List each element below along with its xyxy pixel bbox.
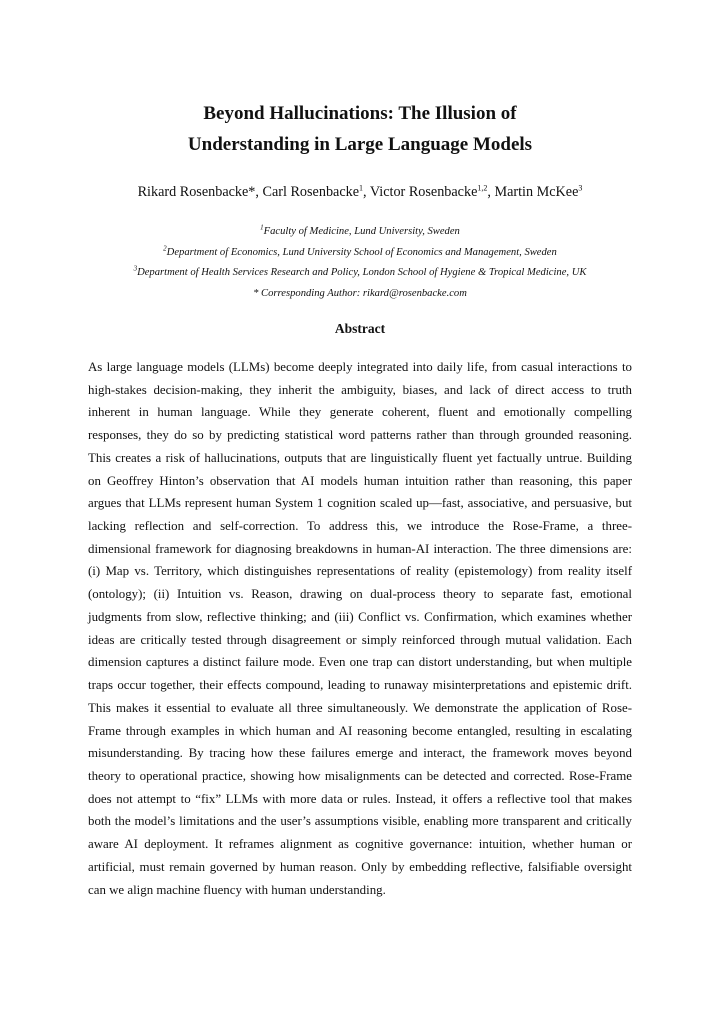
author-separator: , xyxy=(487,184,495,200)
title-line: Beyond Hallucinations: The Illusion of xyxy=(203,103,517,124)
corresponding-author: * Corresponding Author: rikard@rosenbacke.com xyxy=(253,288,467,300)
abstract-heading: Abstract xyxy=(334,321,386,336)
abstract-line: judgments from slow, reflective thinking; and (iii) Conflict vs. Confirmation, which examines whether xyxy=(88,609,632,624)
abstract-line: misunderstanding. By tracing how these failures emerge and interact, the framework moves beyond xyxy=(88,746,632,761)
abstract-body xyxy=(88,356,632,901)
author-affiliation-mark: 3 xyxy=(578,183,583,193)
affiliation-mark: 2 xyxy=(163,244,167,253)
affiliation-text: Department of Health Services Research and Policy, London School of Hygiene & Tropical Medicine, UK xyxy=(137,267,587,279)
abstract-line: dimension captures a distinct failure mode. Even one trap can distort understanding, but when multiple xyxy=(88,655,632,670)
abstract-line: aware AI deployment. It reframes alignment as cognitive governance: intuition, whether human or xyxy=(88,837,632,852)
affiliation-text: Department of Economics, Lund University School of Economics and Management, Sweden xyxy=(166,246,557,258)
author-affiliation-mark: 1 xyxy=(359,183,364,193)
abstract-line: both the model’s limitations and the user’s assumptions visible, enabling more transparent and critically xyxy=(88,814,632,829)
author-separator: , xyxy=(363,184,370,200)
abstract-line: on Geoffrey Hinton’s observation that AI models human intuition rather than reasoning, this paper xyxy=(88,473,632,488)
title-line: Understanding in Large Language Models xyxy=(187,134,533,155)
abstract-line: ideas are critically tested through disagreement or simply reinforced through mutual validation. Each xyxy=(88,632,632,647)
abstract-line: dimensional framework for diagnosing breakdowns in human-AI interaction. The three dimensions are: xyxy=(88,541,632,556)
abstract-line: artificial, must remain governed by human reason. Only by embedding reflective, falsifiable oversight xyxy=(88,859,632,874)
abstract-line: lacking reflection and self-correction. To address this, we introduce the Rose-Frame, a three- xyxy=(88,519,632,534)
author-name: Victor Rosenbacke xyxy=(369,184,478,200)
author-separator: , xyxy=(255,184,263,200)
author-affiliation-mark: 1,2 xyxy=(477,183,488,193)
affiliation xyxy=(0,222,720,243)
abstract-line: inherent in human language. While they generate coherent, fluent and emotionally compelling xyxy=(88,405,632,420)
abstract-line: This creates a risk of hallucinations, outputs that are linguistically fluent yet factually untrue. Building xyxy=(88,450,632,465)
abstract-line: does not attempt to “fix” LLMs with more data or rules. Instead, it offers a reflective tool that makes xyxy=(88,791,632,806)
abstract-line: high-stakes decision-making, they inherit the ambiguity, biases, and lack of direct access to truth xyxy=(88,382,632,397)
affiliation-text: Faculty of Medicine, Lund University, Sweden xyxy=(263,226,460,237)
affiliation-mark: 3 xyxy=(133,264,138,273)
author-list xyxy=(0,182,720,202)
affiliation xyxy=(0,243,720,264)
abstract-line: (i) Map vs. Territory, which distinguishes representations of reality (epistemology) from reality itself xyxy=(88,564,632,579)
abstract-line: (ontology); (ii) Intuition vs. Reason, drawing on dual-process theory to separate fast, emotional xyxy=(88,587,632,602)
affiliation-mark: 1 xyxy=(260,223,264,232)
abstract-line: responses, they do so by predicting statistical word patterns rather than through grounded reasoning. xyxy=(88,428,632,443)
abstract-line: This makes it essential to evaluate all three simultaneously. We demonstrate the application of Rose- xyxy=(88,700,632,715)
abstract-line: Frame through examples in which human and AI reasoning become entangled, resulting in escalating xyxy=(88,723,632,738)
abstract-line: argues that LLMs represent human System 1 cognition scaled up—fast, associative, and persuasive, but xyxy=(88,496,632,511)
affiliations xyxy=(0,222,720,305)
author-name: Martin McKee xyxy=(494,184,579,200)
author-name: Rikard Rosenbacke* xyxy=(137,184,256,200)
abstract-line: traps occur together, their effects compound, leading to runaway misinterpretations and epistemic drift. xyxy=(88,678,632,693)
author-name: Carl Rosenbacke xyxy=(262,184,360,200)
paper-title xyxy=(0,98,720,160)
abstract-line: can we align machine fluency with human understanding. xyxy=(88,882,386,897)
affiliation xyxy=(0,263,720,284)
abstract-line: As large language models (LLMs) become deeply integrated into daily life, from casual interactions to xyxy=(88,360,632,374)
abstract-line: theory to operational practice, showing how misalignments can be detected and corrected. Rose-Frame xyxy=(88,768,632,783)
